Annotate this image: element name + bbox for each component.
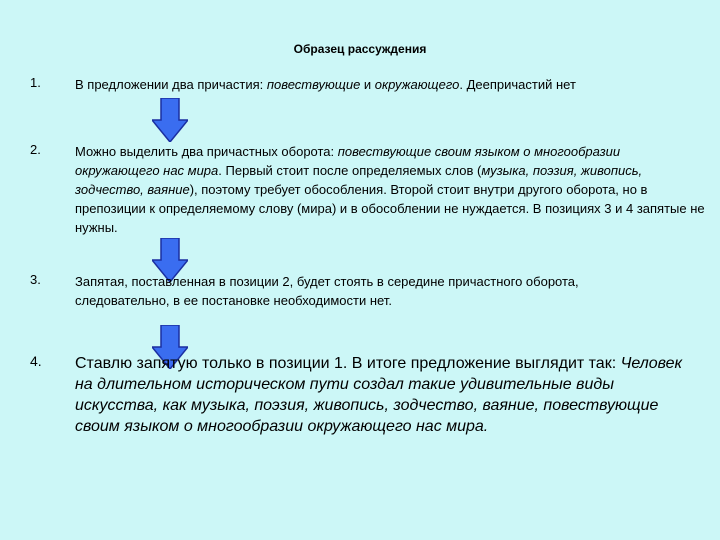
item-number-1: 1.	[30, 75, 41, 90]
item-text-1: В предложении два причастия: повествующие и окружающего. Деепричастий нет	[75, 77, 576, 92]
item-text-3: Запятая, поставленная в позиции 2, будет стоять в середине причастного оборота, следовательно, в ее постановке необходимости нет.	[75, 274, 579, 308]
item-text-2: Можно выделить два причастных оборота: повествующие своим языком о многообразии окружающего нас мира. Первый стоит после определяемых слов (музыка, поэзия, живопись, зодчество, ваяние), поэтому требует обособления. Второй стоит внутри другого оборота, но в препозиции к определяемому слову (мира) и в обособлении не нуждается. В позициях 3 и 4 запятые не нужны.	[75, 144, 705, 235]
item-number-4: 4.	[30, 353, 42, 369]
down-arrow-icon	[152, 98, 188, 142]
item-number-2: 2.	[30, 142, 41, 157]
page-title: Образец рассуждения	[293, 42, 427, 56]
item-text-4: Ставлю запятую только в позиции 1. В итоге предложение выглядит так: Человек на длительном историческом пути создал такие удивительные виды искусства, как музыка, поэзия, живопись, зодчество, ваяние, повествующие своим языком о многообразии окружающего нас мира.	[75, 355, 683, 435]
item-number-3: 3.	[30, 272, 41, 287]
